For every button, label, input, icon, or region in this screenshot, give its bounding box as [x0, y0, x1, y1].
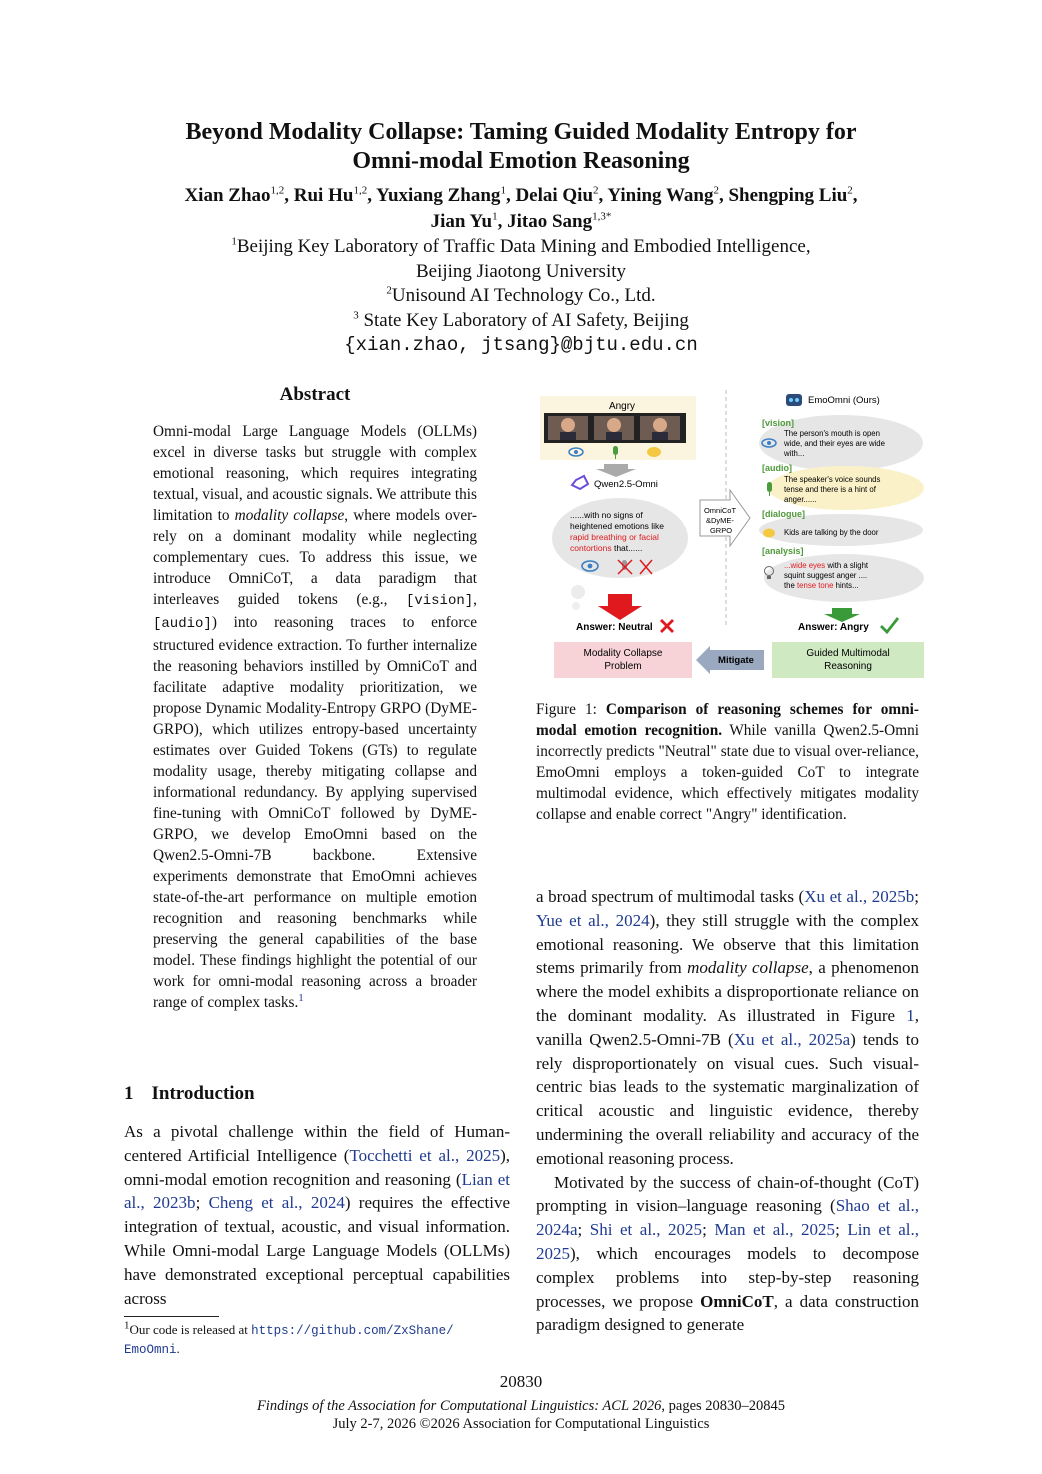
token-audio: [audio]	[153, 616, 212, 632]
abstract-heading: Abstract	[279, 384, 351, 405]
paper-title	[0, 118, 1042, 176]
speech-bubble-icon	[647, 447, 661, 457]
guided-box-line-2: Reasoning	[824, 661, 872, 672]
page-number: 20830	[499, 1372, 543, 1391]
dyme-grpo-name: Dynamic Modality-Entropy GRPO (DyME-GRPO)	[153, 700, 477, 738]
affiliation-1-cont: Beijing Jiaotong University	[415, 260, 627, 282]
author-affil: 1	[492, 210, 498, 223]
left-thought-text: ......with no signs of heightened emotions like rapid breathing or facial contortions that......	[570, 510, 665, 553]
affiliation-3: $^3$ State Key Laboratory of AI Safety, Beijing	[353, 309, 689, 331]
author-name: Yuxiang Zhang	[375, 185, 501, 206]
qwen-model-name: Qwen2.5-Omni	[594, 479, 658, 490]
author-affil: 2	[713, 184, 719, 197]
author-line-2: Jian Yu$^1$, Jitao Sang$^{1,3*}$	[430, 210, 612, 232]
author-affil: 1	[500, 184, 506, 197]
down-arrow	[596, 464, 636, 477]
author-name: Delai Qiu	[515, 185, 594, 206]
footnote-ref[interactable]: 1	[298, 991, 304, 1004]
citation-link[interactable]: Man et al., 2025	[714, 1220, 836, 1240]
citation-link[interactable]: Shao et al., 2024a	[536, 1196, 919, 1240]
collapse-box-line-1: Modality Collapse	[583, 648, 663, 659]
citation-link[interactable]: Shi et al., 2025	[589, 1220, 703, 1240]
citation-link[interactable]: Xu et al., 2025a	[733, 1029, 851, 1049]
author-name: Jian Yu	[430, 211, 493, 232]
paragraph: a broad spectrum of multimodal tasks (Xu et al., 2025b; Yue et al., 2024), they still struggle with the complex emotional reasoning. We observe that this limitation stems primarily from modality collapse, a phenomenon where the model exhibits a disproportionate reliance on the dominant modality. As illustrated in Figure 1, vanilla Qwen2.5-Omni-7B (Xu et al., 2025a) tends to rely disproportionately on visual cues. Such visual-centric bias leads to the systematic marginalization of critical acoustic and linguistic evidence, thereby undermining the overall reliability and accuracy of the emotional reasoning process.	[536, 887, 919, 1168]
guided-box-line-1: Guided Multimodal	[806, 648, 890, 659]
author-name: Yining Wang	[607, 185, 714, 206]
author-name: Shengping Liu	[728, 185, 848, 206]
video-frames	[548, 416, 680, 440]
mitigate-label: Mitigate	[718, 655, 754, 666]
video-label: Angry	[608, 401, 636, 412]
intro-body: As a pivotal challenge within the field of Human-centered Artificial Intelligence (Tocchetti et al., 2025), omni-modal emotion recognition and reasoning (Lian et al., 2023b; Cheng et al., 2024) requires the effective integration of textual, acoustic, and visual information. While Omni-modal Large Language Models (OLLMs) have demonstrated exceptional perceptual capabilities across	[124, 1122, 511, 1308]
affiliations	[0, 235, 1042, 358]
dialogue-text: Kids are talking by the door	[784, 528, 879, 537]
author-affil: 1,2	[270, 184, 285, 197]
intro-heading: 1 Introduction	[124, 1083, 255, 1104]
tag-audio: [audio]	[762, 463, 792, 473]
author-affil: 2	[847, 184, 853, 197]
code-url[interactable]: https://github.com/ZxShane/	[251, 1324, 454, 1338]
contact-email[interactable]: {xian.zhao, jtsang}@bjtu.edu.cn	[344, 334, 698, 356]
citation-link[interactable]: Xu et al., 2025b	[804, 887, 915, 906]
author-name: Xian Zhao	[184, 185, 271, 206]
author-affil: 1,2	[353, 184, 368, 197]
affiliation-1: $^1$Beijing Key Laboratory of Traffic Data Mining and Embodied Intelligence,	[231, 235, 811, 257]
abstract-body: Omni-modal Large Language Models (OLLMs) excel in diverse tasks but struggle with complex emotional reasoning, which requires integrating textual, visual, and acoustic signals. We attribute this limitation to modality collapse, where models over-rely on a dominant modality while neglecting complementary cues. To address this issue, we introduce OmniCoT, a data paradigm that interleaves guided tokens (e.g., [vision], [audio]) into reasoning traces to enforce structured evidence extraction. To further internalize the reasoning behaviors instilled by OmniCoT and facilitate adaptive modality prioritization, we propose Dynamic Modality-Entropy GRPO (DyME-GRPO), which utilizes entropy-based uncertainty estimates over Guided Tokens (GTs) to regulate modality usage, thereby mitigating collapse and informational redundancy. By applying supervised fine-tuning with OmniCoT followed by DyME-GRPO, we develop EmoOmni based on the Qwen2.5-Omni-7B backbone. Extensive experiments demonstrate that EmoOmni achieves state-of-the-art performance on multiple emotion recognition and reasoning benchmarks while preserving the general capabilities of the base model. These findings highlight the potential of our work for omni-modal reasoning across a broader range of complex tasks.$^1$	[153, 423, 477, 1011]
citation-link[interactable]: Yue et al., 2024	[536, 910, 650, 930]
tag-analysis: [analysis]	[762, 546, 804, 556]
analysis-text: ...wide eyes with a slight squint suggest anger .... the tense tone hints...	[784, 561, 869, 590]
title-line-2: Omni-modal Emotion Reasoning	[352, 148, 690, 174]
vision-text: The person's mouth is open wide, and their eyes are wide with...	[784, 429, 885, 458]
author-affil: 1,3*	[592, 210, 612, 223]
collapse-box-line-2: Problem	[604, 661, 642, 672]
footnote-rule	[124, 1316, 219, 1317]
citation-link[interactable]: Lin et al., 2025	[536, 1220, 919, 1263]
right-answer: Answer: Angry	[798, 622, 869, 633]
author-affil: 2	[593, 184, 599, 197]
audio-text: The speaker's voice sounds tense and there is a hint of anger......	[784, 475, 881, 504]
citation-link[interactable]: Cheng et al., 2024	[208, 1193, 345, 1213]
tag-dialogue: [dialogue]	[762, 509, 805, 519]
token-vision: [vision]	[405, 593, 474, 609]
wrong-cross-icon	[661, 620, 673, 632]
affiliation-2: $^2$Unisound AI Technology Co., Ltd.	[386, 284, 656, 306]
author-line-1: Xian Zhao$^{1,2}$, Rui Hu$^{1,2}$, Yuxiang Zhang$^1$, Delai Qiu$^2$, Yining Wang$^2$, Shengping Liu$^2$,	[184, 184, 858, 206]
author-name: Rui Hu	[293, 185, 354, 206]
robot-icon	[786, 394, 802, 406]
green-down-arrow	[824, 608, 860, 622]
footnote: $^1$Our code is released at https://github.com/ZxShane/ EmoOmni.	[124, 1319, 454, 1357]
paragraph: Motivated by the success of chain-of-thought (CoT) prompting in vision–language reasoning (Shao et al., 2024a; Shi et al., 2025; Man et al., 2025; Lin et al., 2025), which encourages models to decompose complex problems into step-by-step reasoning processes, we propose OmniCoT, a data construction paradigm designed to generate	[536, 1172, 919, 1335]
author-list	[0, 183, 1042, 235]
red-down-arrow	[598, 594, 642, 620]
abstract-emphasis: modality collapse	[234, 507, 345, 524]
figure-caption: Figure 1: Comparison of reasoning schemes for omni-modal emotion recognition. While vanilla Qwen2.5-Omni incorrectly predicts "Neutral" state due to visual over-reliance, EmoOmni employs a token-guided CoT to integrate multimodal evidence, which effectively mitigates modality collapse and enable correct "Angry" identification.	[536, 701, 919, 823]
left-answer: Answer: Neutral	[576, 622, 653, 633]
venue-footer: Findings of the Association for Computational Linguistics: ACL 2026, pages 20830–20845 July 2-7, 2026 ©2026 Association for Computational Linguistics	[256, 1398, 786, 1432]
right-column-body	[536, 885, 919, 1337]
guided-tokens-name: Guided Tokens (GTs)	[255, 742, 398, 759]
correct-check-icon	[881, 618, 898, 632]
qwen-logo-icon	[572, 476, 588, 489]
citation-link[interactable]: Lian et al., 2023b	[124, 1169, 510, 1213]
figure-1	[536, 388, 926, 688]
author-name: Jitao Sang	[507, 211, 593, 232]
title-line-1: Beyond Modality Collapse: Taming Guided Modality Entropy for	[185, 119, 857, 145]
omnicot-label: OmniCoT &DyME- GRPO	[703, 506, 736, 535]
figure-ref-link[interactable]: 1	[906, 1005, 915, 1025]
emoomni-model-name: EmoOmni (Ours)	[808, 395, 880, 406]
citation-link[interactable]: Tocchetti et al., 2025	[349, 1145, 501, 1165]
code-url-cont[interactable]: EmoOmni	[124, 1343, 177, 1357]
speech-bubble-icon	[763, 529, 775, 538]
tag-vision: [vision]	[762, 418, 795, 428]
